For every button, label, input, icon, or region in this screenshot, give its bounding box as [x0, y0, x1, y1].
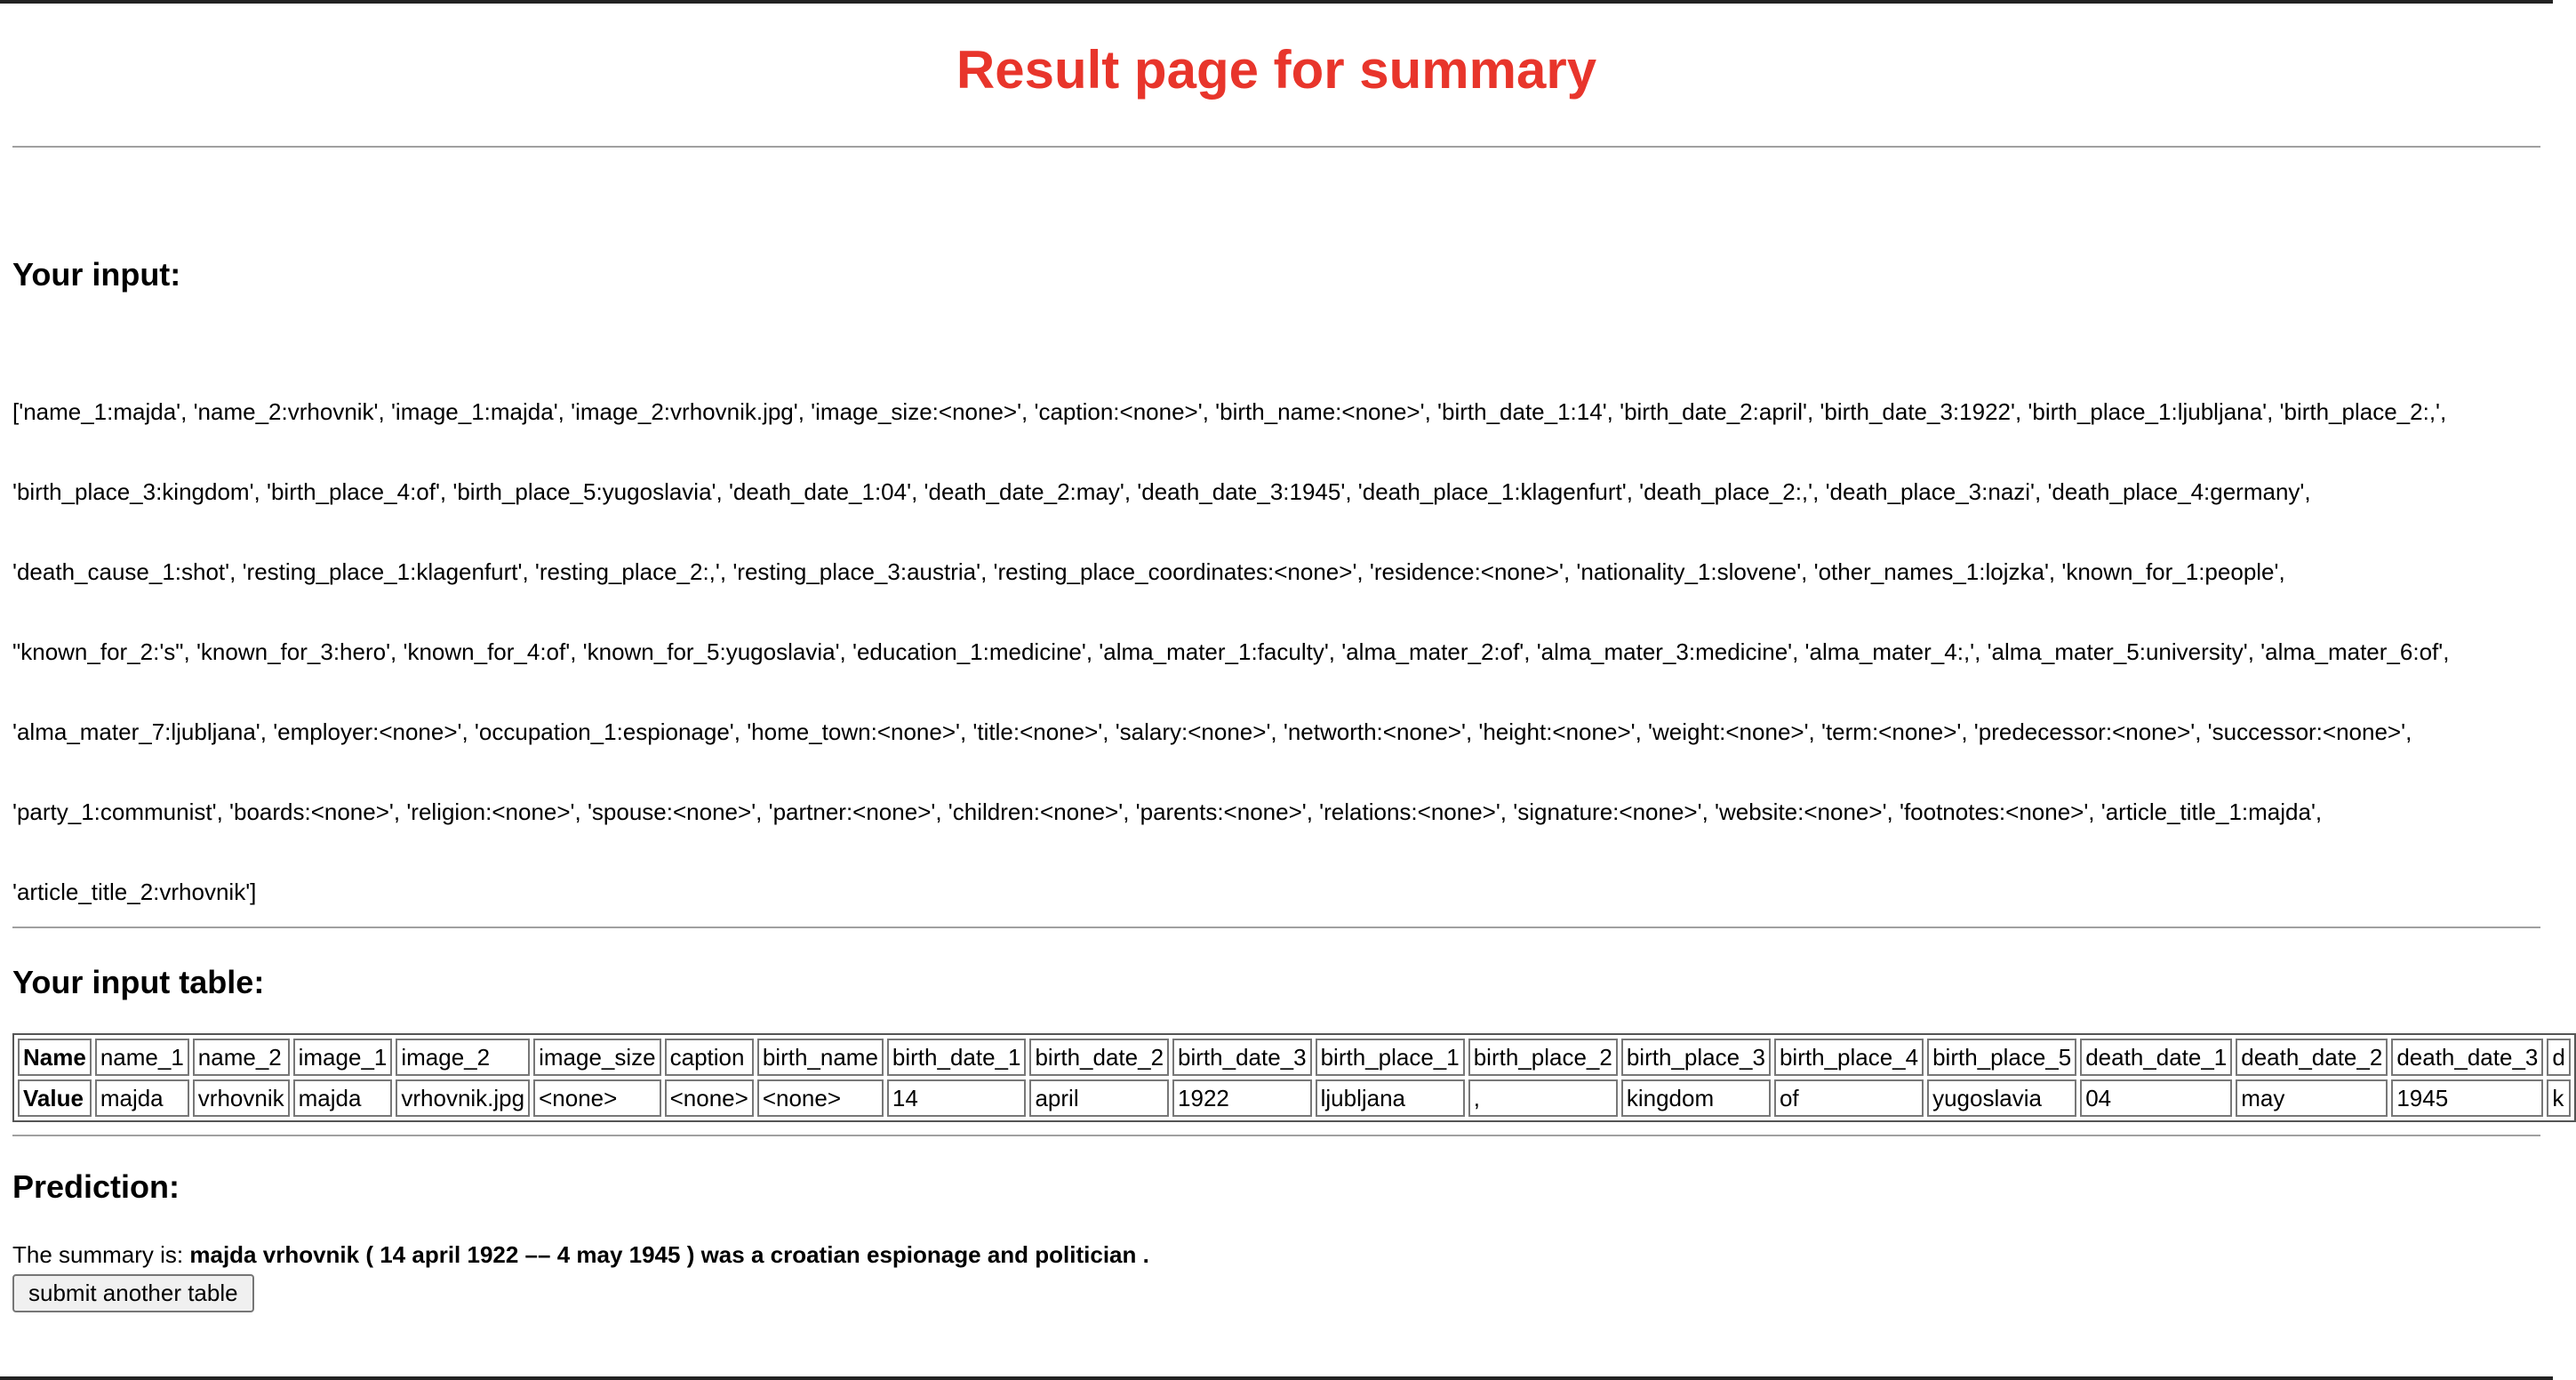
input-heading: Your input: [12, 256, 181, 293]
input-line: 'alma_mater_7:ljubljana', 'employer:<none>', 'occupation_1:espionage', 'home_town:<none>', 'title:<none>', 'salary:<none>', 'networth:<none>', 'height:<none>', 'weight:<none>', 'term:<none>', 'predecessor:<none>', 'successor:<none>', [12, 718, 2412, 745]
table-cell-name: name_1 [95, 1039, 189, 1076]
table-cell-name: birth_place_4 [1774, 1039, 1924, 1076]
table-cell-value: may [2236, 1079, 2388, 1117]
table-cell-name: birth_name [757, 1039, 884, 1076]
table-cell-value: yugoslavia [1927, 1079, 2076, 1117]
table-cell-value: <none> [757, 1079, 884, 1117]
table-cell-name: image_2 [396, 1039, 530, 1076]
table-cell-name: birth_place_1 [1316, 1039, 1465, 1076]
table-cell-name: birth_date_1 [887, 1039, 1027, 1076]
summary-text [12, 1241, 2540, 1269]
table-cell-value: of [1774, 1079, 1924, 1117]
input-line: ['name_1:majda', 'name_2:vrhovnik', 'image_1:majda', 'image_2:vrhovnik.jpg', 'image_size:<none>', 'caption:<none>', 'birth_name:<none>', 'birth_date_1:14', 'birth_date_2:april', 'birth_date_3:1922', 'birth_place_1:ljubljana', 'birth_place_2:,', [12, 398, 2447, 425]
table-cell-name: birth_date_2 [1029, 1039, 1169, 1076]
prediction-heading: Prediction: [12, 1168, 180, 1205]
table-cell-name: name_2 [193, 1039, 290, 1076]
table-cell-value: 1922 [1172, 1079, 1312, 1117]
table-cell-value: vrhovnik [193, 1079, 290, 1117]
input-line: 'birth_place_3:kingdom', 'birth_place_4:of', 'birth_place_5:yugoslavia', 'death_date_1:04', 'death_date_2:may', 'death_date_3:1945', 'death_place_1:klagenfurt', 'death_place_2:,', 'death_place_3:nazi', 'death_place_4:germany', [12, 478, 2311, 505]
submit-another-table-button[interactable]: submit another table [12, 1274, 254, 1312]
table-cell-value: , [1468, 1079, 1618, 1117]
input-table [12, 1033, 2576, 1122]
divider-top [12, 146, 2540, 148]
table-cell-name: d [2547, 1039, 2570, 1076]
summary-prefix: The summary is: [12, 1241, 190, 1268]
table-cell-value: <none> [533, 1079, 661, 1117]
table-cell-value: k [2547, 1079, 2570, 1117]
table-cell-name: death_date_3 [2391, 1039, 2543, 1076]
table-cell-value: april [1029, 1079, 1169, 1117]
input-line: "known_for_2:'s", 'known_for_3:hero', 'known_for_4:of', 'known_for_5:yugoslavia', 'education_1:medicine', 'alma_mater_1:faculty', 'alma_mater_2:of', 'alma_mater_3:medicine', 'alma_mater_4:,', 'alma_mater_5:university', 'alma_mater_6:of', [12, 638, 2450, 665]
table-cell-value: 14 [887, 1079, 1027, 1117]
input-table-container [12, 1033, 2565, 1122]
table-cell-value: majda [293, 1079, 393, 1117]
table-row-values [18, 1079, 2571, 1117]
table-cell-name: death_date_1 [2080, 1039, 2232, 1076]
input-text [12, 398, 2540, 905]
page-title: Result page for summary [956, 40, 1597, 100]
table-row-names [18, 1039, 2571, 1076]
table-cell-name: image_size [533, 1039, 661, 1076]
summary-value: majda vrhovnik ( 14 april 1922 –– 4 may 1945 ) was a croatian espionage and politician . [189, 1241, 1149, 1268]
table-cell-name: death_date_2 [2236, 1039, 2388, 1076]
table-cell-value: kingdom [1621, 1079, 1771, 1117]
table-cell-name: birth_place_3 [1621, 1039, 1771, 1076]
table-cell-name: birth_place_2 [1468, 1039, 1618, 1076]
input-table-heading: Your input table: [12, 964, 265, 1000]
divider-input [12, 927, 2540, 928]
table-cell-name: image_1 [293, 1039, 393, 1076]
table-cell-value: majda [95, 1079, 189, 1117]
table-cell-name: birth_place_5 [1927, 1039, 2076, 1076]
divider-table [12, 1135, 2540, 1136]
table-cell-value: 1945 [2391, 1079, 2543, 1117]
table-cell-value: vrhovnik.jpg [396, 1079, 530, 1117]
table-cell-value: 04 [2080, 1079, 2232, 1117]
result-page [0, 4, 2565, 1312]
table-cell-name: caption [665, 1039, 754, 1076]
row-header-name: Name [18, 1039, 92, 1076]
table-cell-value: ljubljana [1316, 1079, 1465, 1117]
input-line: 'article_title_2:vrhovnik'] [12, 879, 257, 905]
input-line: 'party_1:communist', 'boards:<none>', 'religion:<none>', 'spouse:<none>', 'partner:<none>', 'children:<none>', 'parents:<none>', 'relations:<none>', 'signature:<none>', 'website:<none>', 'footnotes:<none>', 'article_title_1:majda', [12, 798, 2323, 825]
row-header-value: Value [18, 1079, 92, 1117]
table-cell-name: birth_date_3 [1172, 1039, 1312, 1076]
input-line: 'death_cause_1:shot', 'resting_place_1:klagenfurt', 'resting_place_2:,', 'resting_place_3:austria', 'resting_place_coordinates:<none>', 'residence:<none>', 'nationality_1:slovene', 'other_names_1:lojzka', 'known_for_1:people', [12, 558, 2285, 585]
table-cell-value: <none> [665, 1079, 754, 1117]
